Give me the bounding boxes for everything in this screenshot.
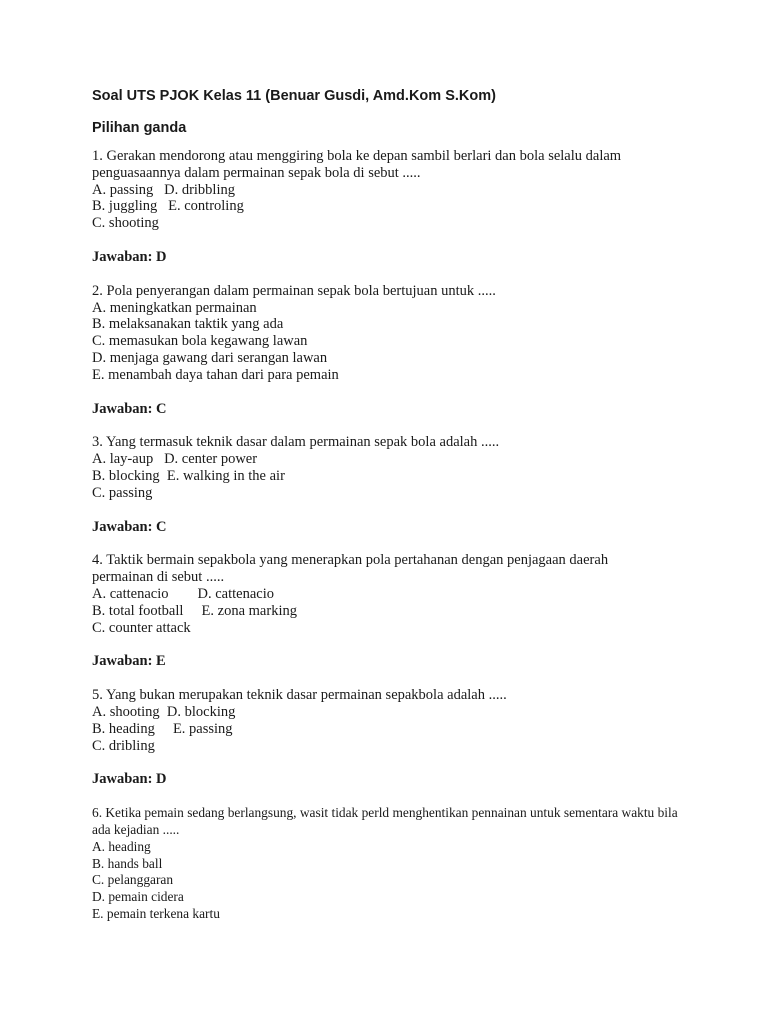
option: A. lay-aup D. center power [92,451,258,468]
question-3 [92,434,732,501]
option: A. shooting D. blocking [92,703,236,720]
answer-5: Jawaban: D [92,771,167,788]
option: B. hands ball [92,855,163,871]
option: E. pemain terkena kartu [92,905,220,921]
option: B. blocking E. walking in the air [92,467,285,484]
answer-2: Jawaban: C [92,400,167,417]
option: A. passing D. dribbling [92,181,235,198]
option: D. pemain cidera [92,889,184,905]
option: C. dribling [92,737,155,754]
question-5 [92,687,732,754]
option: A. cattenacio D. cattenacio [92,585,274,602]
question-text: 4. Taktik bermain sepakbola yang menerapkan pola pertahanan dengan penjagaan daerah permainan di sebut ..... [92,552,609,586]
question-text: 3. Yang termasuk teknik dasar dalam permainan sepak bola adalah ..... [92,434,500,451]
question-text: 6. Ketika pemain sedang berlangsung, wasit tidak perld menghentikan pennainan untuk sementara waktu bila ada kejadian ..... [92,805,678,837]
answer-1: Jawaban: D [92,248,167,265]
option: C. counter attack [92,619,191,636]
option: C. passing [92,484,153,501]
question-4 [92,552,732,636]
option: B. heading E. passing [92,720,233,737]
answer-3: Jawaban: C [92,518,167,535]
question-2 [92,283,732,384]
option: A. heading [92,838,151,854]
question-6 [92,805,732,923]
option: D. menjaga gawang dari serangan lawan [92,349,328,366]
option: A. meningkatkan permainan [92,299,257,316]
option: C. memasukan bola kegawang lawan [92,333,308,350]
document-title: Soal UTS PJOK Kelas 11 (Benuar Gusdi, Amd.Kom S.Kom) [92,88,496,104]
option: B. juggling E. controling [92,198,244,215]
option: B. total football E. zona marking [92,602,297,619]
section-heading: Pilihan ganda [92,120,187,136]
option: C. shooting [92,215,159,232]
question-text: 2. Pola penyerangan dalam permainan sepak bola bertujuan untuk ..... [92,282,496,299]
answer-4: Jawaban: E [92,653,166,670]
option: E. menambah daya tahan dari para pemain [92,366,339,383]
question-1 [92,148,732,232]
question-text: 1. Gerakan mendorong atau menggiring bola ke depan sambil berlari dan bola selalu dalam penguasaannya dalam permainan sepak bola di sebut ..... [92,148,622,181]
option: B. melaksanakan taktik yang ada [92,316,284,333]
option: C. pelanggaran [92,872,174,888]
document-page [92,86,732,923]
question-text: 5. Yang bukan merupakan teknik dasar permainan sepakbola adalah ..... [92,687,507,704]
